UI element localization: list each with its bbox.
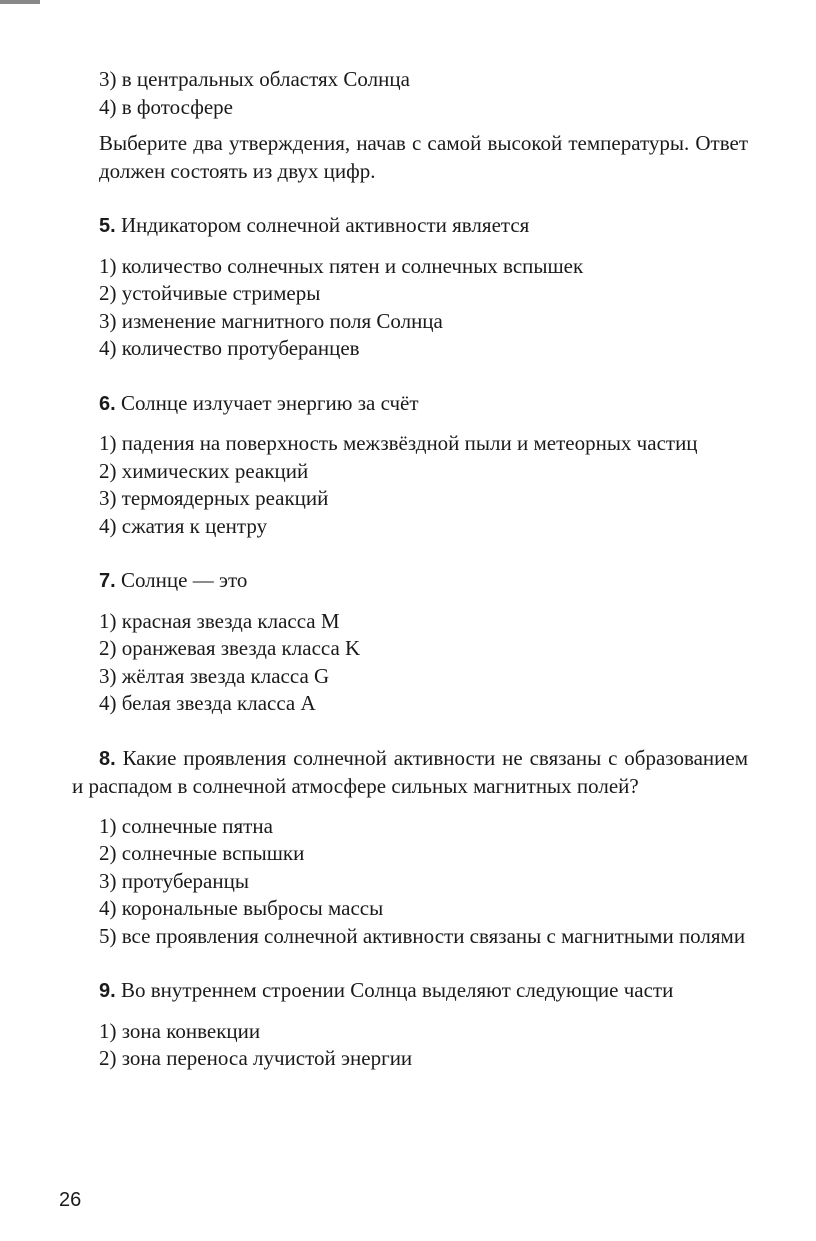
question-7-text: Солнце — это xyxy=(120,568,248,592)
question-8 xyxy=(72,745,748,801)
question-9-number: 9. xyxy=(99,980,116,1002)
question-7 xyxy=(72,567,748,596)
option-q5-3: 3) изменение магнитного поля Солнца xyxy=(99,308,443,333)
option-q5-2: 2) устойчивые стримеры xyxy=(99,281,321,305)
option-q6-1: 1) падения на поверхность межзвёздной пыли и метеорных частиц xyxy=(99,431,698,455)
option-q8-3: 3) протуберанцы xyxy=(99,868,249,893)
question-6-number: 6. xyxy=(99,392,116,415)
option-q7-4: 4) белая звезда класса A xyxy=(99,691,316,715)
option-q5-4: 4) количество протуберанцев xyxy=(99,336,360,360)
question-6 xyxy=(72,390,748,419)
option-q5-1: 1) количество солнечных пятен и солнечных вспышек xyxy=(99,253,584,278)
option-q7-2: 2) оранжевая звезда класса K xyxy=(99,636,361,660)
question-5-text: Индикатором солнечной активности является xyxy=(120,213,530,237)
instruction-text: Выберите два утверждения, начав с самой высокой температуры. Ответ должен состоять из двух цифр. xyxy=(99,131,748,183)
option-q8-1: 1) солнечные пятна xyxy=(99,813,273,838)
option-q9-2: 2) зона переноса лучистой энергии xyxy=(99,1046,413,1070)
question-6-text: Солнце излучает энергию за счёт xyxy=(120,390,419,415)
scan-edge-mark xyxy=(0,0,40,4)
question-5-number: 5. xyxy=(99,215,116,237)
option-q6-3: 3) термоядерных реакций xyxy=(99,486,329,510)
option-q6-4: 4) сжатия к центру xyxy=(99,513,268,538)
question-5 xyxy=(72,212,748,241)
option-q8-4: 4) корональные выбросы массы xyxy=(99,896,384,920)
option-q7-3: 3) жёлтая звезда класса G xyxy=(99,663,330,688)
question-8-number: 8. xyxy=(99,747,116,770)
question-9-text: Во внутреннем строении Солнца выделяют следующие части xyxy=(120,978,674,1002)
question-8-text: Какие проявления солнечной активности не связаны с образованием и распадом в солнечной атмосфере сильных магнитных полей? xyxy=(72,745,749,798)
option-q8-2: 2) солнечные вспышки xyxy=(99,841,305,865)
option-q4-3: 3) в центральных областях Солнца xyxy=(99,67,410,91)
page-content xyxy=(72,66,748,1073)
question-9 xyxy=(72,977,748,1006)
option-q6-2: 2) химических реакций xyxy=(99,458,309,483)
question-7-number: 7. xyxy=(99,570,116,592)
option-q7-1: 1) красная звезда класса M xyxy=(99,608,340,633)
page-number: 26 xyxy=(59,1189,82,1211)
option-q9-1: 1) зона конвекции xyxy=(99,1018,261,1043)
option-q8-5: 5) все проявления солнечной активности связаны с магнитными полями xyxy=(99,923,746,948)
option-q4-4: 4) в фотосфере xyxy=(99,94,233,119)
